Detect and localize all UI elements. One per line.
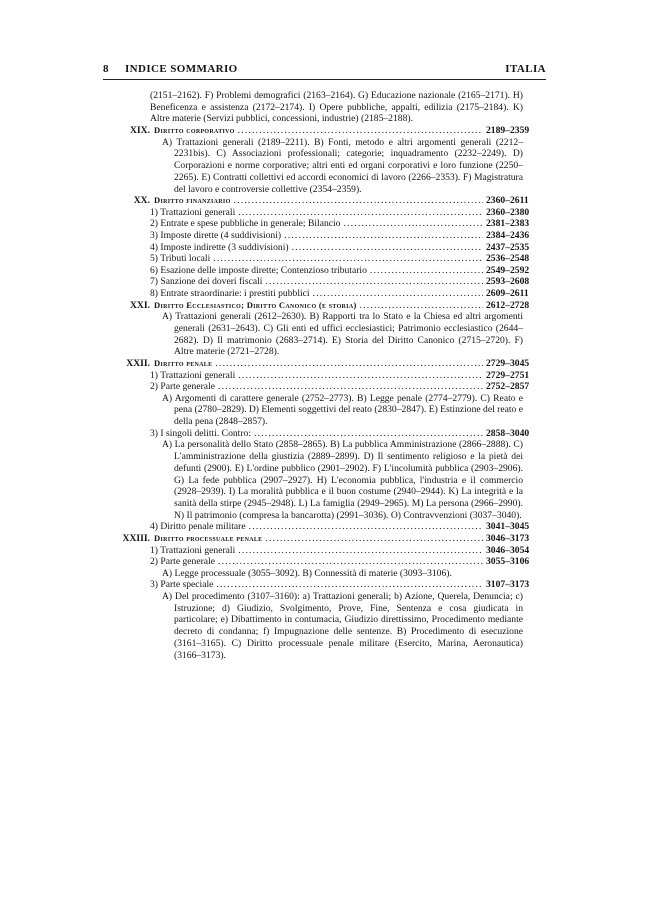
leader-dots [215,358,483,370]
section-range: 2360–2611 [486,195,529,207]
index-entry [103,288,546,300]
index-entry [103,230,546,242]
entry-paragraph: A) Argomenti di carattere generale (2752–2773). B) Legge penale (2774–2779). C) Reato e pena (2780–2829). D) Elementi soggettivi del reato (2830–2847). E) Estinzione del reato e della pena (2848–2857). [162,392,524,428]
entry-range: 3046–3054 [486,544,530,556]
country-label: ITALIA [505,63,546,75]
entry-range: 3107–3173 [486,579,530,591]
entry-label: 3) Imposte dirette (4 suddivisioni) [150,230,282,241]
leader-dots [360,300,483,312]
leader-dots [238,207,483,219]
index-entry [103,428,546,440]
entry-range: 2729–2751 [486,369,530,381]
entry-range: 2752–2857 [486,381,530,393]
index-entry [103,265,546,277]
leader-dots [234,195,483,207]
section-paragraph: A) Trattazioni generali (2189–2211). B) Fonti, metodo e altri argomenti generali (2212–2231bis). C) Associazioni professionali; categorie; inquadramento (2232–2249). D) Corporazioni e norme corporative; altri enti ed organi corporativi e loro funzione (2250–2265). E) Contratti collettivi ed accordi economici di lavoro (2266–2353). F) Magistratura del lavoro e controversie collettive (2354–2359). [162,136,523,195]
entry-label: 5) Tributi locali [150,253,211,265]
section-title: Diritto penale [154,357,213,368]
leader-dots [313,288,483,300]
entry-label: 2) Parte generale [150,381,215,393]
entry-range: 2593–2608 [486,276,530,288]
index-entry [103,381,546,393]
leader-dots [249,521,483,533]
section-heading [103,300,546,312]
leader-dots [213,253,483,265]
intro-paragraph: (2151–2162). F) Problemi demografici (2163–2164). G) Educazione nazionale (2165–2171). H) Beneficenza e assistenza (2172–2174). I) Opere pubbliche, appalti, edilizia (2175–2184). K) Altre materie (Servizi pubblici, concessioni, industrie) (2185–2188). [150,90,523,125]
section-range: 2612–2728 [486,299,530,311]
leader-dots [370,265,483,277]
leader-dots [238,370,483,382]
leader-dots [254,428,483,440]
leader-dots [218,381,483,393]
section-number: XXI. [130,299,150,311]
entry-label: 2) Parte generale [150,556,215,568]
index-entry [103,579,546,591]
index-entry [103,521,546,533]
entry-label: 2) Entrate e spese pubbliche in generale; Bilancio [150,218,341,230]
entry-paragraph: A) Legge processuale (3055–3092). B) Connessità di materie (3093–3106). [162,567,452,579]
index-entry [103,242,546,254]
section-heading [103,195,546,207]
index-entry [103,218,546,230]
leader-dots [218,556,483,568]
section-number: XIX. [130,125,150,137]
entry-paragraph: A) Del procedimento (3107–3160): a) Trattazioni generali; b) Azione, Querela, Denuncia; c) Istruzione; d) Giudizio, Svolgimento, Prove, Fine, Sentenza e cosa giudicata in particolare; e) Dibattimento in contumacia, Giudizio direttissimo, Procedimento mediante decreto di condanna; f) Impugnazione delle sentenze. B) Procedimento di esecuzione (3161–3165). C) Diritto processuale penale militare (Esercito, Marina, Aeronautica) (3166–3173). [162,591,523,661]
page-header [103,63,546,77]
index-content [103,90,546,661]
index-entry [103,253,546,265]
entry-range: 2609–2611 [486,287,529,299]
section-paragraph: A) Trattazioni generali (2612–2630). B) Rapporti tra lo Stato e la Chiesa ed altri argomenti generali (2631–2643). C) Gli enti ed uffici ecclesiastici; Patrimonio ecclesiastico (2644–2682). D) Il matrimonio (2683–2714). E) Storia del Diritto Canonico (2715–2720). F) Altre materie (2721–2728). [162,311,523,358]
entry-label: 1) Trattazioni generali [150,544,236,556]
leader-dots [238,545,483,557]
leader-dots [343,218,483,230]
index-entry [103,207,546,219]
entry-range: 2360–2380 [486,206,530,218]
leader-dots [265,533,483,545]
entry-range: 3055–3106 [486,556,530,568]
entry-range: 2384–2436 [486,230,530,241]
index-entry [103,556,546,568]
section-range: 2729–3045 [486,357,530,369]
entry-label: 1) Trattazioni generali [150,369,236,381]
entry-label: 7) Sanzione dei doveri fiscali [150,276,263,288]
section-range: 3046–3173 [486,532,530,544]
index-entry [103,545,546,557]
entry-label: 8) Entrate straordinarie: i prestiti pubblici [150,287,310,299]
entry-label: 6) Esazione delle imposte dirette; Contenzioso tributario [150,264,367,276]
entry-label: 3) Parte speciale [150,579,214,591]
entry-range: 2858–3040 [486,427,530,439]
leader-dots [265,276,483,288]
entry-range: 2549–2592 [486,264,530,276]
index-entry [103,370,546,382]
entry-range: 2437–2535 [486,241,530,253]
header-rule [103,79,546,80]
section-title: Diritto finanziario [154,195,231,206]
section-range: 2189–2359 [486,125,530,137]
section-heading [103,533,546,545]
entry-label: 1) Trattazioni generali [150,206,236,218]
entry-label: 4) Imposte indirette (3 suddivisioni) [150,241,289,253]
section-heading [103,358,546,370]
leader-dots [292,242,483,254]
entry-paragraph: A) La personalità dello Stato (2858–2865). B) La pubblica Amministrazione (2866–2888). C) L'amministrazione della giustizia (2889–2899). D) Il sentimento religioso e la pietà dei defunti (2900). E) L'ordine pubblico (2901–2902). F) L'incolumità pubblica (2903–2906). G) La fede pubblica (2907–2927). H) L'economia pubblica, l'industria e il commercio (2928–2939). I) La moralità pubblica e il buon costume (2940–2944). K) La integrità e la sanità della stirpe (2945–2948). L) La famiglia (2949–2965). M) La persona (2966–2990). N) Il patrimonio (compresa la bancarotta) (2991–3036). O) Contravvenzioni (3037–3040). [162,439,523,521]
section-title: Diritto Ecclesiastico; Diritto Canonico (e storia) [154,299,357,310]
section-title: Diritto corporativo [154,125,235,136]
leader-dots [238,125,483,137]
entry-range: 2536–2548 [486,253,530,265]
page-number: 8 [103,63,109,75]
entry-label: 3) I singoli delitti. Contro: [150,427,251,439]
section-number: XX. [133,195,150,207]
index-entry [103,276,546,288]
running-title: INDICE SOMMARIO [125,63,238,75]
section-heading [103,125,546,137]
entry-label: 4) Diritto penale militare [150,521,246,533]
leader-dots [216,579,483,591]
section-title: Diritto processuale penale [154,532,263,543]
section-number: XXIII. [122,532,150,544]
leader-dots [284,230,483,242]
entry-range: 2381–2383 [486,218,530,230]
section-number: XXII. [126,357,150,369]
entry-range: 3041–3045 [486,521,530,533]
